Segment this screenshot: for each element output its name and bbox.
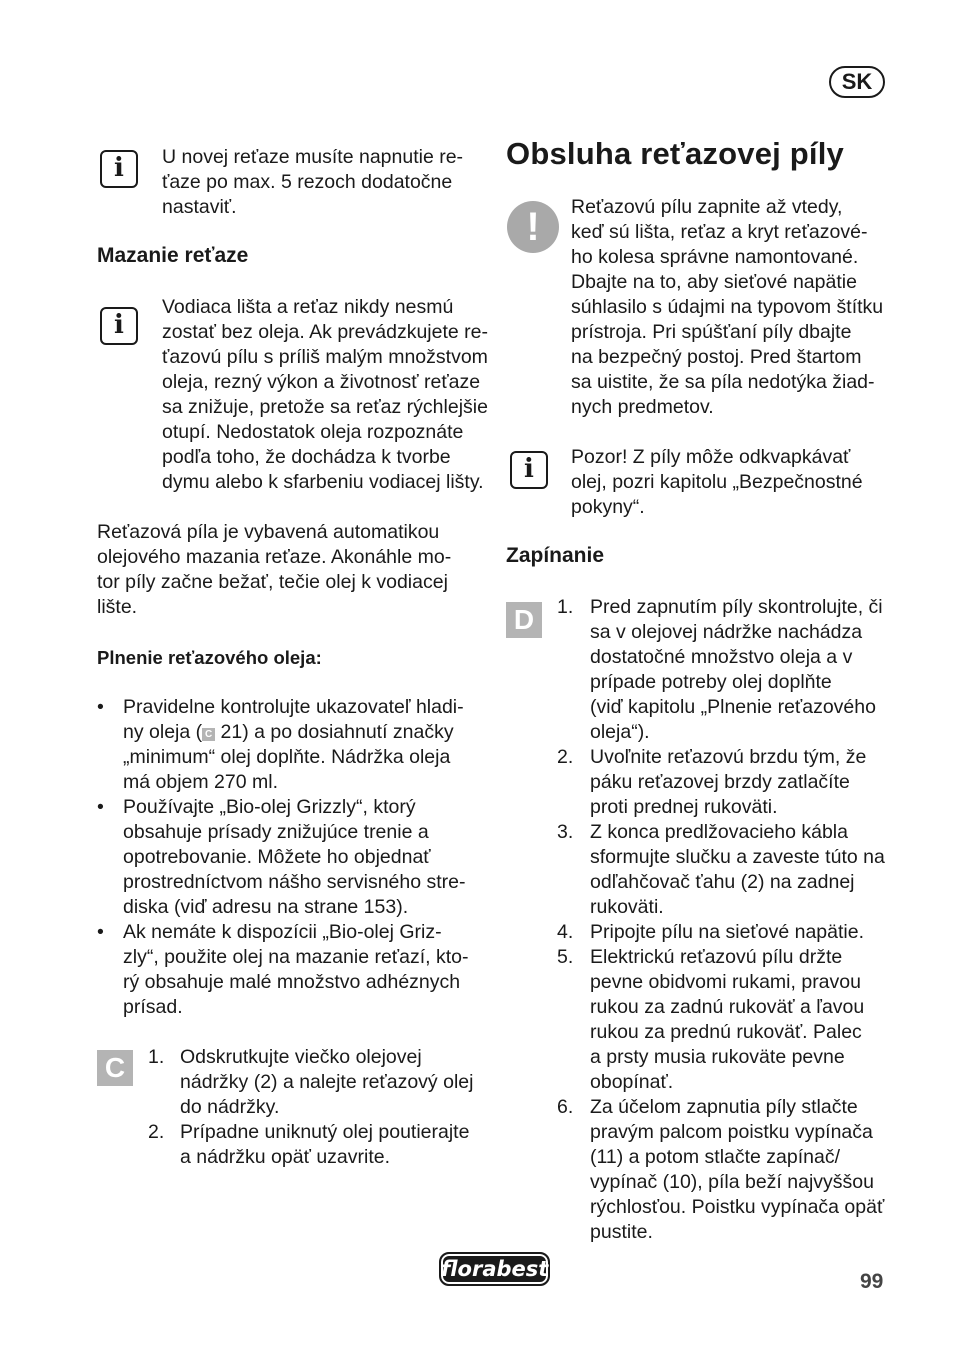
warning-text: Reťazovú pílu zapnite až vtedy, keď sú lišta, reťaz a kryt reťazové- ho kolesa správne namontované. Dbajte na to, aby sieťové napätie súhlasilo s údajmi na typovom štítku prístroja. Pri spúšťaní píly dbajte na bezpečný postoj. Pred štartom sa uistite, že sa píla nedotýka žiad- nych predmetov.: [571, 196, 884, 418]
brand-logo: florabest: [439, 1252, 550, 1286]
figure-d-icon: D: [506, 602, 542, 638]
info-icon: i: [100, 150, 138, 188]
heading-filling-chain-oil: Plnenie reťazového oleja:: [97, 647, 322, 668]
bullet-icon: •: [97, 921, 104, 943]
warning-icon: !: [507, 201, 559, 253]
bullet-icon: •: [97, 796, 104, 818]
paragraph-automatic-lubrication: Reťazová píla je vybavená automatikou olejového mazania reťaze. Akonáhle mo- tor píly začne bežať, tečie olej k vodiacej lište.: [97, 521, 452, 618]
list-item: • Používajte „Bio-olej Grizzly“, ktorý obsahuje prísady znižujúce trenie a opotrebovanie. Môžete ho objednať prostredníctvom nášho servisného stre- diska (viď adresu na strane 153).: [97, 796, 466, 918]
list-item: • Pravidelne kontrolujte ukazovateľ hladi- ny oleja ( C 21) a po dosiahnutí značky „minimum“ olej doplňte. Nádržka oleja má objem 270 ml.: [97, 696, 464, 793]
list-item: 5. Elektrickú reťazovú pílu držte pevne obidvomi rukami, pravou rukou za zadnú rukoväť a ľavou rukou za prednú rukoväť. Palec a prsty musia rukoväte pevne obopínať.: [557, 946, 865, 1093]
heading-chain-lubrication: Mazanie reťaze: [97, 244, 249, 267]
language-badge: SK: [829, 66, 885, 98]
list-item: 1. Pred zapnutím píly skontrolujte, či sa v olejovej nádržke nachádza dostatočné množstvo oleja a v prípade potreby olej doplňte (viď kapitolu „Plnenie reťazového oleja“).: [557, 596, 883, 743]
note-chain-tension: U novej reťaze musíte napnutie re- ťaze po max. 5 rezoch dodatočne nastaviť.: [162, 146, 464, 218]
steps-c-list: [148, 1045, 488, 1170]
list-item: 6. Za účelom zapnutia píly stlačte pravým palcom poistku vypínača (11) a potom stlačte zapínač/ vypínač (10), píla beží najvyššou rýchlosťou. Poistku vypínača opäť pustite.: [557, 1096, 885, 1243]
info-icon: i: [100, 307, 138, 345]
list-item: 3. Z konca predlžovacieho kábla sformujte slučku a zaveste túto na odľahčovač ťahu (2) na zadnej rukoväti.: [557, 821, 885, 918]
bullet-icon: •: [97, 696, 104, 718]
note-oil-shortage: Vodiaca lišta a reťaz nikdy nesmú zostať bez oleja. Ak prevádzkujete re- ťazovú pílu s príliš malým množstvom oleja, rezný výkon a životnosť reťaze sa znižuje, pretože sa reťaz rýchlejšie otupí. Nedostatok oleja rozpoznáte podľa toho, že dochádza k tvorbe dymu alebo k sfarbeniu vodiacej lišty.: [162, 296, 488, 493]
list-item: 4. Pripojte pílu na sieťové napätie.: [557, 921, 864, 943]
steps-d-list: [557, 595, 897, 1245]
list-item: 2. Prípadne uniknutý olej poutierajte a nádržku opäť uzavrite.: [148, 1121, 470, 1168]
figure-c-icon: C: [97, 1050, 133, 1086]
figure-c-icon: C: [202, 728, 215, 741]
page-title: Obsluha reťazovej píly: [506, 136, 844, 171]
note-oil-drip: Pozor! Z píly môže odkvapkávať olej, pozri kapitolu „Bezpečnostné pokyny“.: [571, 446, 863, 518]
info-icon: i: [510, 451, 548, 489]
list-item: • Ak nemáte k dispozícii „Bio-olej Griz- zly“, použite olej na mazanie reťazí, kto- rý obsahuje malé množstvo adhéznych prísad.: [97, 921, 469, 1018]
heading-switch-on: Zapínanie: [506, 544, 605, 567]
bullet-list: [97, 695, 497, 1020]
list-item: 2. Uvoľnite reťazovú brzdu tým, že páku reťazovej brzdy zatlačíte proti prednej rukoväti.: [557, 746, 867, 818]
list-item: 1. Odskrutkujte viečko olejovej nádržky (2) a nalejte reťazový olej do nádržky.: [148, 1046, 474, 1118]
page-number: 99: [860, 1270, 884, 1293]
